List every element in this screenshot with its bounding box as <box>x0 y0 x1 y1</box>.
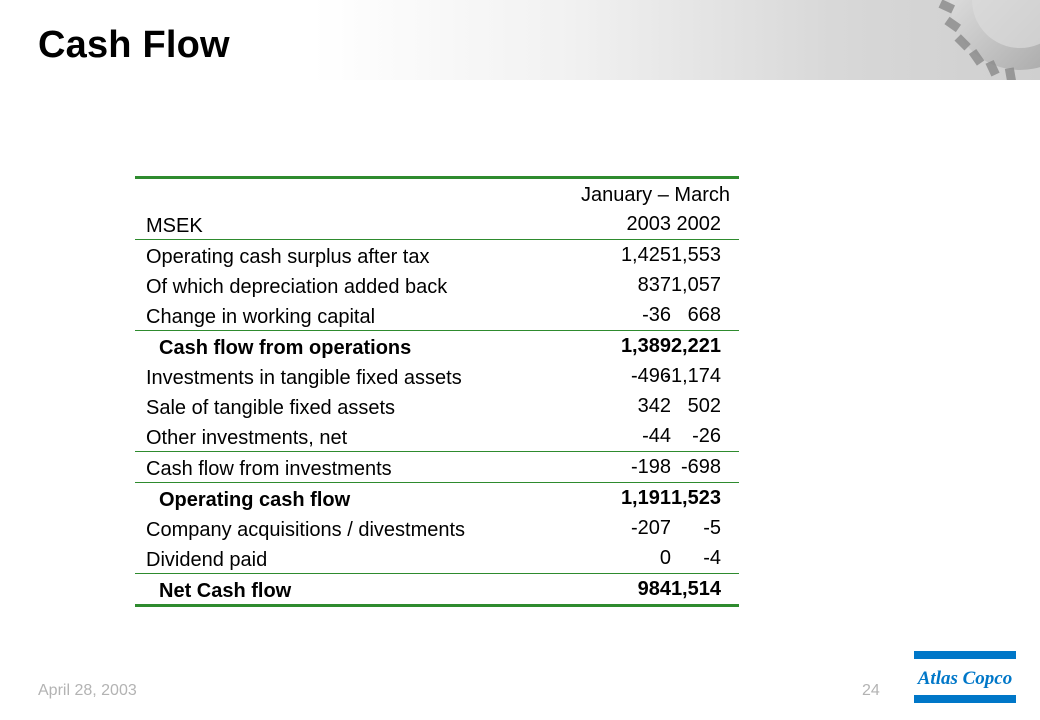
row-label: Net Cash flow <box>159 580 292 602</box>
row-label: Cash flow from investments <box>146 458 392 480</box>
value-2002: 502 <box>687 395 721 417</box>
value-2003: -36 <box>642 304 671 326</box>
row-label: Cash flow from operations <box>159 337 412 359</box>
value-2003: 984 <box>637 578 671 600</box>
table-row <box>135 513 739 543</box>
table-row <box>135 300 739 330</box>
value-2002: 668 <box>687 304 721 326</box>
row-label: Company acquisitions / divestments <box>146 519 466 541</box>
value-2002: 1,514 <box>670 578 721 600</box>
value-2003: 1,425 <box>620 244 671 266</box>
value-2002: -26 <box>692 425 721 447</box>
gear-icon <box>900 0 1040 80</box>
value-2002: -5 <box>703 517 721 539</box>
value-2003: -44 <box>642 425 671 447</box>
subtotal-row <box>135 483 739 513</box>
value-2002: -1,174 <box>664 365 721 387</box>
row-label: Of which depreciation added back <box>146 276 448 298</box>
row-label: Operating cash surplus after tax <box>146 246 430 268</box>
total-row <box>135 574 739 604</box>
subtotal-row <box>135 331 739 361</box>
column-header-2003: 2003 <box>626 213 671 235</box>
table-row <box>135 270 739 300</box>
slide-title: Cash Flow <box>38 24 230 66</box>
period-label: January – March <box>581 184 730 206</box>
row-label: Change in working capital <box>146 306 376 328</box>
value-2002: 2,221 <box>670 335 721 357</box>
value-2003: -198 <box>630 456 671 478</box>
table-row <box>135 361 739 391</box>
value-2002: 1,553 <box>670 244 721 266</box>
value-2003: 1,389 <box>620 335 671 357</box>
value-2002: 1,057 <box>670 274 721 296</box>
row-label: Investments in tangible fixed assets <box>146 367 462 389</box>
row-label: Sale of tangible fixed assets <box>146 397 396 419</box>
cash-flow-table <box>135 176 739 607</box>
table-header-period <box>135 179 739 209</box>
table-row <box>135 391 739 421</box>
table-row <box>135 543 739 573</box>
logo-text: Atlas Copco <box>917 668 1013 689</box>
value-2003: -207 <box>630 517 671 539</box>
row-label: Dividend paid <box>146 549 268 571</box>
value-2002: -698 <box>680 456 721 478</box>
value-2003: -496 <box>630 365 671 387</box>
table-header-years <box>135 209 739 239</box>
value-2003: 1,191 <box>620 487 671 509</box>
value-2003: 0 <box>659 547 671 569</box>
row-label: Operating cash flow <box>159 489 351 511</box>
table-row <box>135 421 739 451</box>
value-2002: 1,523 <box>670 487 721 509</box>
value-2002: -4 <box>703 547 721 569</box>
page-number: 24 <box>862 682 880 699</box>
footer-date: April 28, 2003 <box>38 682 137 699</box>
row-label: Other investments, net <box>146 427 348 449</box>
unit-label: MSEK <box>146 215 203 237</box>
atlas-copco-logo <box>914 651 1016 703</box>
table-row <box>135 452 739 482</box>
value-2003: 342 <box>637 395 671 417</box>
value-2003: 837 <box>637 274 671 296</box>
column-header-2002: 2002 <box>676 213 721 235</box>
table-row <box>135 240 739 270</box>
